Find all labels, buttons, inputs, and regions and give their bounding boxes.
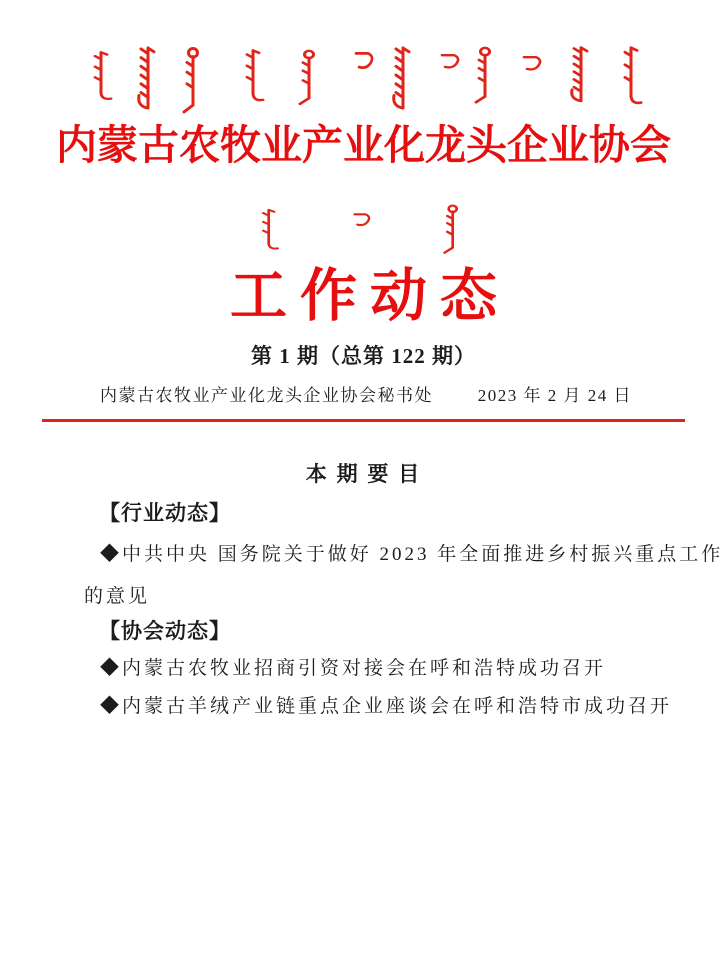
bulletin-title: 工作动态 xyxy=(230,265,510,328)
toc-heading: 本 期 要 目 xyxy=(305,463,422,486)
section-heading-industry: 【行业动态】 xyxy=(99,502,231,525)
publisher-name: 内蒙古农牧业产业化龙头企业协会秘书处 xyxy=(100,386,433,405)
mongolian-script-banner-icon xyxy=(84,42,644,114)
section-heading-association: 【协会动态】 xyxy=(99,620,231,643)
toc-item-line: ◆内蒙古农牧业招商引资对接会在呼和浩特成功召开 xyxy=(100,658,607,679)
issue-number: 第 1 期（总第 122 期） xyxy=(251,344,476,368)
divider-rule xyxy=(42,419,685,422)
org-title: 内蒙古农牧业产业化龙头企业协会 xyxy=(56,122,671,168)
publisher-row xyxy=(100,381,632,406)
publish-date: 2023 年 2 月 24 日 xyxy=(477,386,632,405)
toc-item-line: ◆中共中央 国务院关于做好 2023 年全面推进乡村振兴重点工作 xyxy=(100,544,724,565)
toc-item-line-continuation: 的意见 xyxy=(84,586,151,607)
toc-item-line: ◆内蒙古羊绒产业链重点企业座谈会在呼和浩特市成功召开 xyxy=(100,696,673,717)
